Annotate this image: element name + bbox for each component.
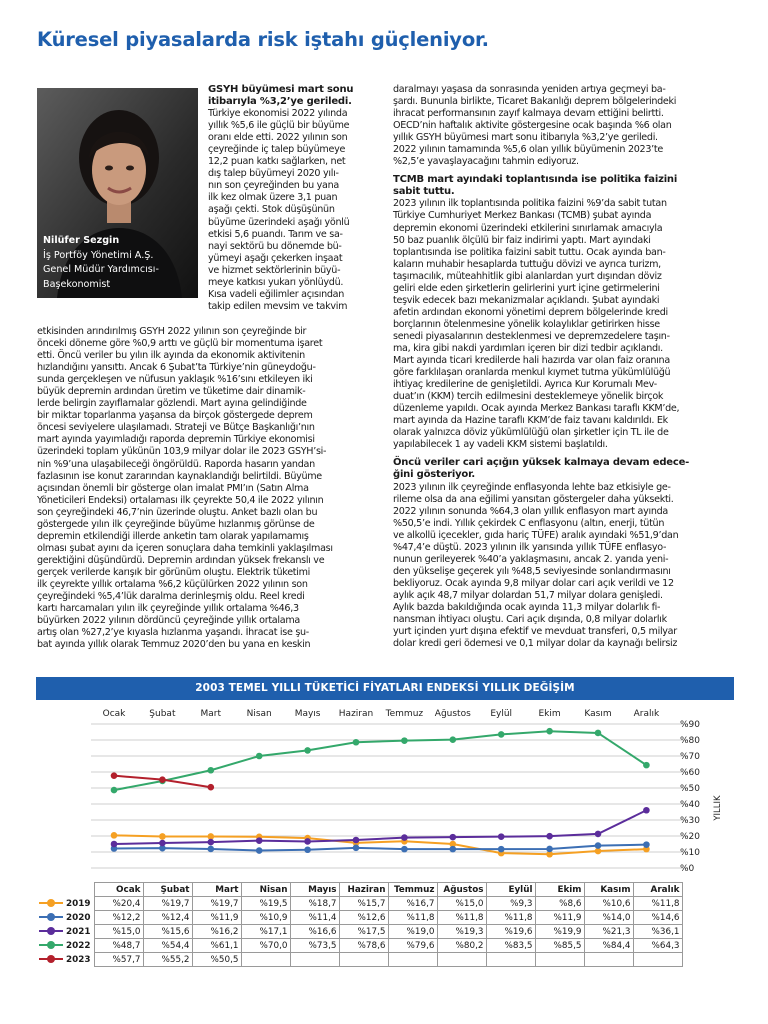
table-cell: %19,7 bbox=[193, 897, 242, 911]
table-cell: %15,7 bbox=[340, 897, 389, 911]
series-name: 2019 bbox=[66, 898, 91, 909]
table-cell: %50,5 bbox=[193, 953, 242, 967]
table-cell: %11,8 bbox=[634, 897, 683, 911]
body-text-line: aşağı çekti. Stok düşüşünün bbox=[208, 204, 335, 216]
x-tick-label: Ocak bbox=[102, 709, 126, 719]
body-text-line: gerektiğini düşündürdü. Depremin ardından yüksek frekanslı ve bbox=[37, 554, 325, 566]
body-text-line: afetin ardından ekonomi yönetimi deprem bölgelerinde kredi bbox=[393, 306, 668, 318]
x-tick-label: Şubat bbox=[149, 709, 176, 719]
body-text-line: kartı harcamaları yılın ilk çeyreğinde yıllık ortalama %46,3 bbox=[37, 603, 299, 615]
body-text-line: sunda gerçekleşen ve nüfusun yaklaşık %16’sını etkileyen iki bbox=[37, 374, 313, 386]
data-point-2020 bbox=[208, 846, 215, 853]
table-cell: %10,6 bbox=[585, 897, 634, 911]
data-point-2022 bbox=[450, 736, 457, 743]
body-text-line: dolar kredi geri ödemesi ve 0,1 milyar dolar da kaynağı belirsiz bbox=[393, 638, 678, 650]
legend-marker-icon bbox=[39, 899, 63, 907]
table-cell bbox=[585, 953, 634, 967]
body-text-line: fazlasının ise konut zararından kaynaklandığı belirtildi. Büyüme bbox=[37, 470, 322, 482]
body-text-line: önceki döneme göre %0,9 arttı ve güçlü bir momentuma işaret bbox=[37, 338, 323, 350]
table-cell: %12,2 bbox=[95, 911, 144, 925]
data-point-2022 bbox=[643, 762, 650, 769]
data-point-2021 bbox=[498, 833, 505, 840]
data-point-2021 bbox=[208, 839, 215, 846]
data-point-2021 bbox=[353, 837, 360, 844]
table-cell bbox=[291, 953, 340, 967]
table-cell: %15,0 bbox=[95, 925, 144, 939]
body-text-line: mart ayında yayımladığı raporda depremin Türkiye ekonomisi bbox=[37, 434, 315, 446]
table-cell: %8,6 bbox=[536, 897, 585, 911]
body-text-line: bat ayında yıllık olarak Temmuz 2020’den bu yana en keskin bbox=[37, 639, 311, 651]
body-text-line: %47,4’e düştü. 2023 yılının ilk yarısında yıllık TÜFE enflasyo- bbox=[393, 541, 667, 553]
x-tick-label: Haziran bbox=[338, 709, 374, 719]
body-text-line: rileme olsa da ana eğilimi yansıtan göstergeler daha yüksekti. bbox=[393, 493, 674, 505]
table-row bbox=[36, 897, 683, 911]
body-text-line: 2023 yılının ilk çeyreğinde enflasyonda lehte baz etkisiyle ge- bbox=[393, 481, 671, 493]
table-cell: %64,3 bbox=[634, 939, 683, 953]
table-cell: %9,3 bbox=[487, 897, 536, 911]
data-point-2021 bbox=[546, 833, 553, 840]
body-text-line: etti. Öncü veriler bu yılın ilk ayında da ekonomik aktivitenin bbox=[37, 350, 305, 362]
x-tick-label: Temmuz bbox=[385, 709, 424, 719]
series-name: 2021 bbox=[66, 926, 91, 937]
data-point-2021 bbox=[595, 831, 602, 838]
table-row bbox=[36, 911, 683, 925]
body-text-line: duat’ın (KKM) tercih edilmesini desteklemeye yönelik birçok bbox=[393, 391, 664, 403]
table-cell: %54,4 bbox=[144, 939, 193, 953]
data-point-2022 bbox=[353, 739, 360, 746]
table-cell bbox=[389, 953, 438, 967]
table-column-header: Nisan bbox=[242, 883, 291, 897]
body-text-line: Aylık bazda bakıldığında ocak ayında 11,3 milyar dolarlık fi- bbox=[393, 601, 661, 613]
x-tick-label: Mayıs bbox=[294, 709, 321, 719]
table-cell: %11,8 bbox=[438, 911, 487, 925]
body-text-line: büyüme üzerindeki aşağı yönlü bbox=[208, 216, 350, 228]
body-text-line: ilk kez olmak üzere 3,1 puan bbox=[208, 192, 338, 204]
data-point-2022 bbox=[111, 787, 118, 794]
section-heading-line: ğini gösteriyor. bbox=[393, 469, 476, 481]
table-cell: %21,3 bbox=[585, 925, 634, 939]
series-line-2020 bbox=[114, 845, 646, 851]
table-cell: %84,4 bbox=[585, 939, 634, 953]
section-heading-line: itibarıyla %3,2’ye geriledi. bbox=[208, 96, 352, 108]
table-column-header: Aralık bbox=[634, 883, 683, 897]
body-text-line: ve alkollü içecekler, gıda hariç TÜFE) aralık ayındaki %51,9’dan bbox=[393, 529, 679, 541]
table-cell: %61,1 bbox=[193, 939, 242, 953]
x-tick-label: Aralık bbox=[633, 709, 660, 719]
body-text-line: dış talep büyümeyi 2020 yılı- bbox=[208, 168, 339, 180]
body-text-line: takip edilen mevsim ve takvim bbox=[208, 300, 348, 312]
legend-marker-icon bbox=[39, 927, 63, 935]
data-point-2022 bbox=[498, 731, 505, 738]
body-text-line: ve hizmet sektörlerinin büyü- bbox=[208, 264, 341, 276]
table-column-header: Ekim bbox=[536, 883, 585, 897]
body-text-line: ma, kira gibi nakdi yardımları içeren bir dizi tedbir açıklandı. bbox=[393, 342, 663, 354]
data-point-2021 bbox=[304, 838, 311, 845]
table-column-header: Kasım bbox=[585, 883, 634, 897]
body-text-line: toplantısında ise politika faizini sabit tuttu. Ocak ayında ban- bbox=[393, 246, 666, 258]
y-tick-label: %10 bbox=[680, 848, 701, 858]
body-text-line: lerde belirgin zayıflamalar gözlendi. Mart ayına gelindiğinde bbox=[37, 398, 307, 410]
data-point-2021 bbox=[256, 837, 263, 844]
body-text-line: ihracat performansının zayıf kalmaya devam ettiğini belirtti. bbox=[393, 108, 664, 120]
body-text-line: büyürken 2022 yılının dördüncü çeyreğinde yıllık ortalama bbox=[37, 615, 300, 627]
table-column-header: Temmuz bbox=[389, 883, 438, 897]
chart-title: 2003 TEMEL YILLI TÜKETİCİ FİYATLARI ENDEKSİ YILLIK DEĞİŞİM bbox=[36, 677, 734, 700]
cpi-line-chart bbox=[36, 702, 734, 882]
body-text-line: öncesi seviyelere ulaşılamadı. Strateji ve Bütçe Başkanlığı’nın bbox=[37, 422, 315, 434]
data-point-2020 bbox=[353, 845, 360, 852]
data-point-2023 bbox=[159, 776, 166, 783]
body-text-line: nunun gerileyerek %40’a yaklaşmasını, ancak 2. yarıda yeni- bbox=[393, 553, 669, 565]
table-cell bbox=[242, 953, 291, 967]
x-tick-label: Kasım bbox=[584, 709, 612, 719]
table-row bbox=[36, 925, 683, 939]
body-text-line: senedi piyasalarının desteklenmesi ve depremzedelere taşın- bbox=[393, 330, 670, 342]
series-legend-label bbox=[36, 925, 95, 939]
table-cell: %19,0 bbox=[389, 925, 438, 939]
table-cell: %70,0 bbox=[242, 939, 291, 953]
body-text-line: çeyreğindeki %5,4’lük daralma derinleşmiş oldu. Reel kredi bbox=[37, 591, 305, 603]
data-point-2022 bbox=[401, 737, 408, 744]
table-cell: %12,4 bbox=[144, 911, 193, 925]
body-text-line: düzenleme yapıldı. Ocak ayında Merkez Bankası taraflı KKM’de, bbox=[393, 403, 680, 415]
article-title: Küresel piyasalarda risk iştahı güçleniyor. bbox=[37, 28, 489, 51]
data-point-2021 bbox=[111, 841, 118, 848]
table-cell: %55,2 bbox=[144, 953, 193, 967]
table-cell bbox=[634, 953, 683, 967]
body-text-line: depremin etkilendiği illerde anketin tam olarak yapılamamış bbox=[37, 530, 309, 542]
y-tick-label: %80 bbox=[680, 736, 701, 746]
table-corner bbox=[36, 883, 95, 897]
table-cell: %19,6 bbox=[487, 925, 536, 939]
table-cell: %79,6 bbox=[389, 939, 438, 953]
body-text-line: nin %9’una ulaşabileceği öngörüldü. Raporda hasarın yandan bbox=[37, 458, 315, 470]
y-tick-label: %70 bbox=[680, 752, 701, 762]
table-column-header: Mart bbox=[193, 883, 242, 897]
legend-marker-icon bbox=[39, 955, 63, 963]
body-text-line: göre farklılaşan oranlarda menkul kıymet tutma yükümlülüğü bbox=[393, 367, 671, 379]
body-text-line: OECD’nin haftalık aktivite göstergesine ocak başında %6 olan bbox=[393, 120, 672, 132]
article-column-top bbox=[208, 84, 380, 313]
table-cell bbox=[340, 953, 389, 967]
table-cell: %19,3 bbox=[438, 925, 487, 939]
data-point-2020 bbox=[401, 846, 408, 853]
table-cell: %10,9 bbox=[242, 911, 291, 925]
x-tick-label: Ağustos bbox=[434, 709, 471, 719]
legend-marker-icon bbox=[39, 913, 63, 921]
body-text-line: Yöneticileri Endeksi) ortalaması ilk çeyrekte 50,4 ile 2022 yılının bbox=[37, 494, 324, 506]
table-row bbox=[36, 953, 683, 967]
body-text-line: %50,5’e indi. Yıllık çekirdek C enflasyonu (altın, enerji, tütün bbox=[393, 517, 665, 529]
y-tick-label: %40 bbox=[680, 800, 701, 810]
series-name: 2022 bbox=[66, 940, 91, 951]
table-cell: %16,7 bbox=[389, 897, 438, 911]
series-legend-label bbox=[36, 939, 95, 953]
body-text-line: teşvik edecek bazı mekanizmalar açıklandı. Şubat ayındaki bbox=[393, 294, 660, 306]
body-text-line: yıllık GSYH büyümesi mart sonu itibarıyla %3,2’ye geriledi. bbox=[393, 132, 658, 144]
table-row bbox=[36, 939, 683, 953]
table-column-header: Mayıs bbox=[291, 883, 340, 897]
data-point-2019 bbox=[159, 833, 166, 840]
y-tick-label: %20 bbox=[680, 832, 701, 842]
body-text-line: son çeyreğindeki 46,7’nin üzerinde oluştu. Anket bazlı olan bu bbox=[37, 506, 318, 518]
data-point-2019 bbox=[111, 832, 118, 839]
table-cell bbox=[536, 953, 585, 967]
data-point-2021 bbox=[159, 840, 166, 847]
body-text-line: yapılabilecek 1 ay vadeli KKM sistemi başlatıldı. bbox=[393, 439, 608, 451]
section-heading-line: Öncü veriler cari açığın yüksek kalmaya devam edece- bbox=[393, 457, 690, 469]
body-text-line: gerçek verilerde karışık bir görünüm oluştu. Elektrik tüketimi bbox=[37, 566, 311, 578]
body-text-line: borçlarının ötelenmesine yönelik kolaylıklar getirirken hisse bbox=[393, 318, 660, 330]
data-point-2022 bbox=[256, 753, 263, 760]
body-text-line: hızlandığını yansıttı. Ancak 6 Şubat’ta Türkiye’nin güneydoğu- bbox=[37, 362, 316, 374]
body-text-line: etkisinden arındırılmış GSYH 2022 yılının son çeyreğinde bir bbox=[37, 326, 307, 337]
author-name: Nilüfer Sezgin bbox=[43, 235, 120, 246]
body-text-line: nın son çeyreğinden bu yana bbox=[208, 180, 339, 192]
data-point-2020 bbox=[595, 842, 602, 849]
body-text-line: geliri elde eden şirketlerin gelirlerini yurt içine getirmelerini bbox=[393, 282, 660, 294]
body-text-line: nayi sektörü bu dönemde bü- bbox=[208, 240, 342, 252]
body-text-line: meye katkısı yukarı yönlüydü. bbox=[208, 276, 344, 288]
body-text-line: Türkiye Cumhuriyet Merkez Bankası (TCMB) şubat ayında bbox=[393, 210, 652, 222]
table-cell: %15,6 bbox=[144, 925, 193, 939]
body-text-line: mart ayında da Hazine taraflı KKM’de faiz tavanı kaldırıldı. Ek bbox=[393, 415, 668, 427]
table-cell: %17,1 bbox=[242, 925, 291, 939]
table-cell: %11,8 bbox=[389, 911, 438, 925]
table-column-header: Şubat bbox=[144, 883, 193, 897]
body-text-line: 2022 yılının tamamında %5,6 olan yıllık büyümenin 2023’te bbox=[393, 144, 663, 156]
author-role: Genel Müdür Yardımcısı- bbox=[43, 264, 159, 276]
table-cell: %12,6 bbox=[340, 911, 389, 925]
data-point-2023 bbox=[208, 784, 215, 791]
body-text-line: ihtiyaç kredilerine de genişletildi. Ayrıca Kur Korumalı Mev- bbox=[393, 379, 657, 391]
body-text-line: taşımacılık, müteahhitlik gibi alanlardan yurt dışından döviz bbox=[393, 270, 662, 282]
body-text-line: den yükselişe geçerek yılı %48,5 seviyesinde sonlandırmasını bbox=[393, 565, 671, 577]
series-legend-label bbox=[36, 897, 95, 911]
section-heading-line: TCMB mart ayındaki toplantısında ise politika faizini bbox=[393, 174, 678, 186]
series-name: 2023 bbox=[66, 954, 91, 965]
body-text-line: %2,5’e yavaşlayacağını tahmin ediyoruz. bbox=[393, 156, 579, 168]
body-text-line: yıllık %5,6 ile güçlü bir büyüme bbox=[208, 120, 350, 132]
table-cell: %83,5 bbox=[487, 939, 536, 953]
body-text-line: 12,2 puan katkı sağlarken, net bbox=[208, 156, 346, 168]
body-text-line: yümeyi aşağı çekerken inşaat bbox=[208, 252, 343, 264]
body-text-line: üzerindeki toplam yükünün 103,9 milyar dolar ile 2023 GSYH’si- bbox=[37, 446, 327, 458]
data-point-2020 bbox=[256, 847, 263, 854]
x-tick-label: Eylül bbox=[490, 709, 513, 719]
y-tick-label: %60 bbox=[680, 768, 701, 778]
table-cell: %73,5 bbox=[291, 939, 340, 953]
body-text-line: çeyreğinde iç talep büyümeye bbox=[208, 144, 346, 156]
table-column-header: Ocak bbox=[95, 883, 144, 897]
table-cell: %78,6 bbox=[340, 939, 389, 953]
body-text-line: oranı elde etti. 2022 yılının son bbox=[208, 132, 348, 144]
article-column-right bbox=[393, 84, 733, 650]
data-point-2020 bbox=[643, 841, 650, 848]
table-cell: %11,9 bbox=[193, 911, 242, 925]
table-cell: %11,4 bbox=[291, 911, 340, 925]
body-text-line: artış olan %27,2’ye kıyasla hızlanma yaşandı. İhracat ise şu- bbox=[37, 627, 309, 639]
table-cell: %17,5 bbox=[340, 925, 389, 939]
table-header-row bbox=[36, 883, 683, 897]
body-text-line: göstergede yılın ilk çeyreğinde büyüme hızlanmış görünse de bbox=[37, 518, 315, 530]
body-text-line: 2022 yılının sonunda %64,3 olan yıllık enflasyon mart ayında bbox=[393, 505, 668, 517]
data-point-2022 bbox=[595, 730, 602, 737]
table-cell: %15,0 bbox=[438, 897, 487, 911]
body-text-line: 2023 yılının ilk toplantısında politika faizini %9’da sabit tutan bbox=[393, 198, 667, 210]
body-text-line: Mart ayında ticari kredilerde hali hazırda var olan faiz oranına bbox=[393, 355, 670, 367]
body-text-line: büyük depremin ardından üretim ve tüketime dair dinamik- bbox=[37, 386, 306, 398]
table-cell: %36,1 bbox=[634, 925, 683, 939]
data-point-2022 bbox=[546, 728, 553, 735]
table-cell bbox=[438, 953, 487, 967]
cpi-data-table bbox=[36, 882, 683, 967]
data-point-2020 bbox=[450, 846, 457, 853]
table-cell: %80,2 bbox=[438, 939, 487, 953]
body-text-line: şardı. Bununla birlikte, Ticaret Bakanlığı deprem bölgelerindeki bbox=[393, 96, 677, 108]
body-text-line: kaların muhabir hesaplarda tuttuğu dövizi ve ayrıca turizm, bbox=[393, 258, 661, 270]
body-text-line: açısından önemli bir gösterge olan imalat PMI’ın (Satın Alma bbox=[37, 482, 309, 494]
article-column-left bbox=[37, 326, 380, 651]
author-caption bbox=[43, 234, 193, 292]
table-cell: %85,5 bbox=[536, 939, 585, 953]
table-cell: %19,9 bbox=[536, 925, 585, 939]
table-column-header: Eylül bbox=[487, 883, 536, 897]
body-text-line: aylık açık 48,7 milyar dolardan 51,7 milyar dolara genişledi. bbox=[393, 589, 663, 601]
series-legend-label bbox=[36, 953, 95, 967]
data-point-2023 bbox=[111, 772, 118, 779]
data-point-2022 bbox=[208, 767, 215, 774]
body-text-line: depremin ekonomi üzerindeki etkilerini sınırlamak amacıyla bbox=[393, 222, 663, 234]
x-tick-label: Ekim bbox=[538, 709, 561, 719]
data-point-2022 bbox=[304, 747, 311, 754]
data-point-2021 bbox=[401, 834, 408, 841]
table-cell: %57,7 bbox=[95, 953, 144, 967]
section-heading-line: GSYH büyümesi mart sonu bbox=[208, 84, 354, 95]
body-text-line: Kısa vadeli eğilimler açısından bbox=[208, 288, 345, 300]
x-tick-label: Nisan bbox=[246, 709, 272, 719]
table-cell: %48,7 bbox=[95, 939, 144, 953]
table-cell: %18,7 bbox=[291, 897, 340, 911]
body-text-line: bir miktar toparlanma yaşansa da birçok göstergede deprem bbox=[37, 410, 313, 422]
series-name: 2020 bbox=[66, 912, 91, 923]
author-company: İş Portföy Yönetimi A.Ş. bbox=[43, 249, 154, 261]
body-text-line: ilk çeyrekte yıllık ortalama %6,2 küçülürken 2022 yılının son bbox=[37, 578, 308, 590]
table-cell: %16,2 bbox=[193, 925, 242, 939]
table-cell: %11,9 bbox=[536, 911, 585, 925]
legend-marker-icon bbox=[39, 941, 63, 949]
data-point-2020 bbox=[546, 846, 553, 853]
data-point-2020 bbox=[498, 846, 505, 853]
table-cell: %19,5 bbox=[242, 897, 291, 911]
data-point-2020 bbox=[304, 846, 311, 853]
table-cell: %16,6 bbox=[291, 925, 340, 939]
body-text-line: olarak yalnızca döviz yükümlülüğü olan şirketler için TL ile de bbox=[393, 427, 669, 439]
y-tick-label: %30 bbox=[680, 816, 701, 826]
table-cell: %11,8 bbox=[487, 911, 536, 925]
table-cell: %20,4 bbox=[95, 897, 144, 911]
table-cell: %14,6 bbox=[634, 911, 683, 925]
body-text-line: 50 baz puanlık ölçülü bir faiz indirimi yaptı. Mart ayındaki bbox=[393, 234, 651, 246]
table-cell: %19,7 bbox=[144, 897, 193, 911]
body-text-line: daralmayı yaşasa da sonrasında yeniden artıya geçmeyi ba- bbox=[393, 84, 666, 95]
body-text-line: olması şubat ayını da içeren sonuçlara daha temkinli yaklaşılması bbox=[37, 542, 333, 554]
y-tick-label: %0 bbox=[680, 864, 695, 874]
series-line-2021 bbox=[114, 810, 646, 844]
y-axis-label: YILLIK bbox=[713, 795, 723, 821]
table-cell bbox=[487, 953, 536, 967]
data-point-2021 bbox=[643, 807, 650, 814]
data-point-2021 bbox=[450, 834, 457, 841]
series-legend-label bbox=[36, 911, 95, 925]
body-text-line: etkisi 5,6 puandı. Tarım ve sa- bbox=[208, 228, 343, 240]
body-text-line: bekliyoruz. Ocak ayında 9,8 milyar dolar cari açık verildi ve 12 bbox=[393, 577, 674, 589]
y-tick-label: %50 bbox=[680, 784, 701, 794]
table-cell: %14,0 bbox=[585, 911, 634, 925]
body-text-line: yurt içinden yurt dışına efektif ve mevduat transferi, 0,5 milyar bbox=[393, 626, 677, 638]
y-tick-label: %90 bbox=[680, 720, 701, 730]
x-tick-label: Mart bbox=[200, 709, 222, 719]
body-text-line: nansman ihtiyacı oluştu. Cari açık dışında, 0,8 milyar dolarlık bbox=[393, 614, 667, 626]
author-role-2: Başekonomist bbox=[43, 278, 111, 290]
body-text-line: Türkiye ekonomisi 2022 yılında bbox=[208, 108, 348, 120]
section-heading-line: sabit tuttu. bbox=[393, 186, 455, 198]
table-column-header: Ağustos bbox=[438, 883, 487, 897]
table-column-header: Haziran bbox=[340, 883, 389, 897]
